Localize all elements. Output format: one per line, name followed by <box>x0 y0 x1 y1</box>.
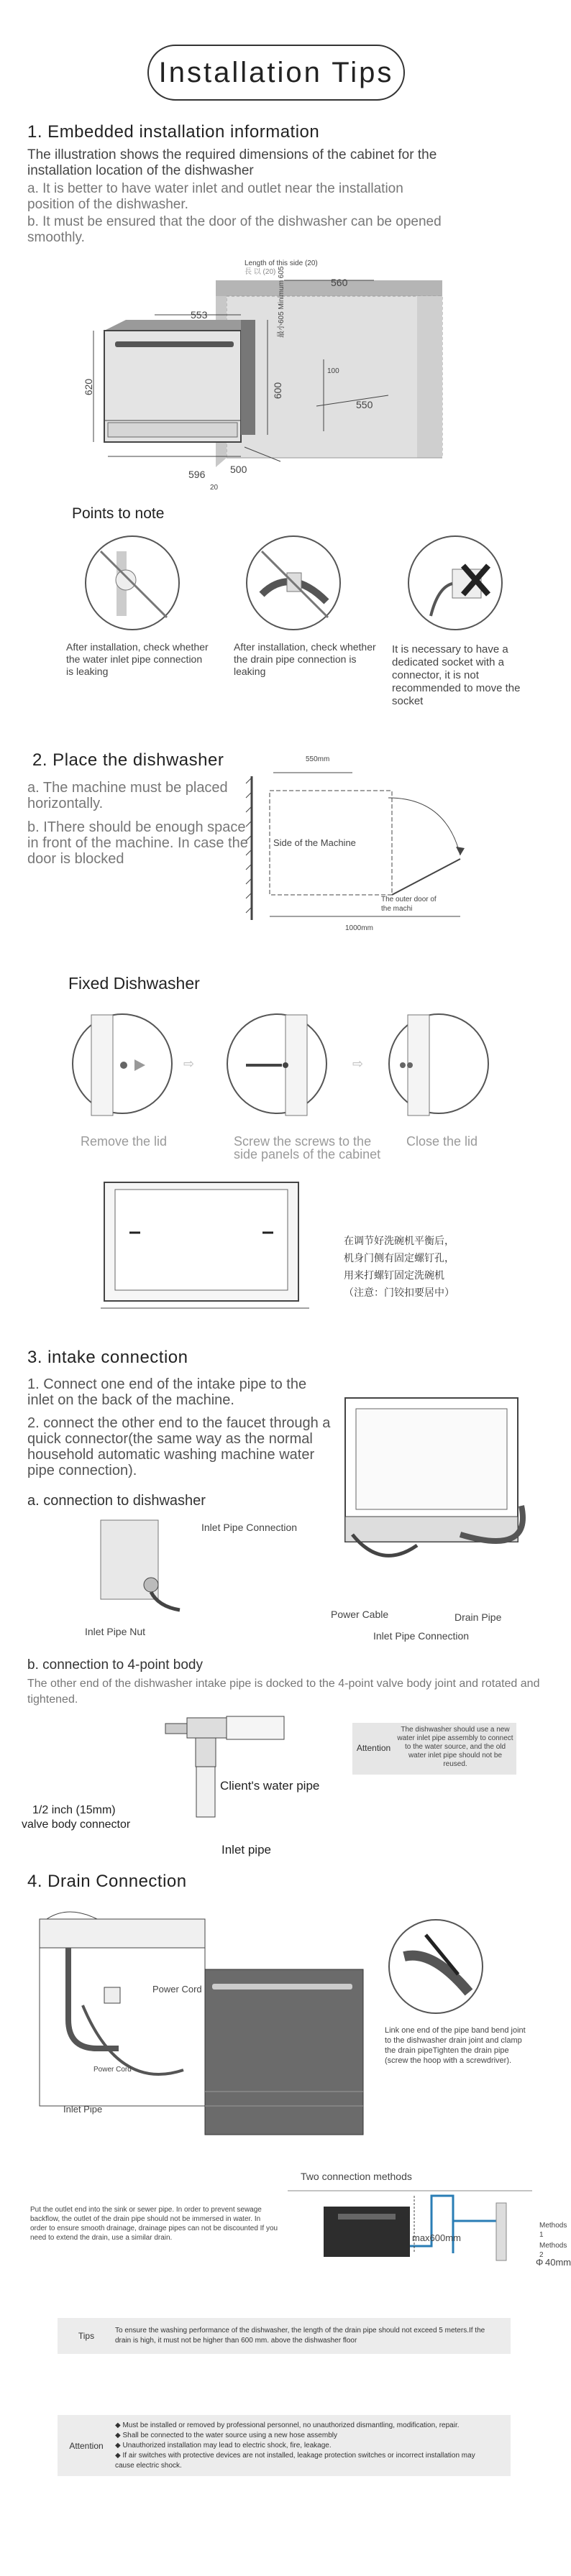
water-inlet-leak-illustration <box>85 535 180 630</box>
attention-label: Attention <box>356 1743 391 1753</box>
drain-pipe-leak-illustration <box>246 535 341 630</box>
tips-text: To ensure the washing performance of the dishwasher, the length of the drain pipe should not exceed 5 meters.If the drain is high, it must not be higher than 600 mm. above the dishwasher floor <box>115 2327 485 2345</box>
dim-length-sub: 長 以 (20) <box>245 268 276 276</box>
attention-text: The dishwasher should use a new water inlet pipe assembly to connect to the water source, and the old water inlet pipe should not be reused. <box>397 1726 513 1768</box>
screw-illustration <box>227 1013 327 1114</box>
diameter-symbol: Φ <box>536 2257 544 2268</box>
method-1-label: Methods 1 <box>539 2222 567 2239</box>
arrow-icon: ⇨ <box>183 1057 195 1071</box>
hose-clamp-illustration <box>388 1919 483 2014</box>
tips-box <box>58 2318 511 2354</box>
dim-length-label: Length of this side (20) <box>245 259 318 267</box>
section2-point-a: a. The machine must be placed horizontally. <box>27 780 228 811</box>
label-inlet-pipe-connection: Inlet Pipe Connection <box>201 1522 298 1533</box>
dim-20: 20 <box>210 484 219 492</box>
valve-body-diagram <box>144 1703 295 1833</box>
note-drain-leak: After installation, check whether the drain pipe connection is leaking <box>234 641 376 677</box>
inlet-connection-closeup <box>101 1520 187 1614</box>
label-clients-pipe: Client's water pipe <box>220 1779 320 1793</box>
label-drain-pipe: Drain Pipe <box>454 1611 502 1623</box>
section3-sub-b-text: The other end of the dishwasher intake pipe is docked to the 4-point valve body joint and rotated and tightened. <box>27 1678 540 1706</box>
tips-label: Tips <box>78 2331 95 2341</box>
dim-600: 600 <box>272 382 284 400</box>
dim-560: 560 <box>331 277 348 288</box>
section2-heading: 2. Place the dishwasher <box>32 750 224 770</box>
page-title: Installation Tips <box>147 45 405 101</box>
note-inlet-leak: After installation, check whether the water inlet pipe connection is leaking <box>66 641 209 677</box>
back-of-machine-diagram <box>338 1391 547 1585</box>
points-to-note-heading: Points to note <box>72 505 165 522</box>
attention-footer-label: Attention <box>69 2440 104 2451</box>
section3-heading: 3. intake connection <box>27 1348 188 1367</box>
drain-outlet-text: Put the outlet end into the sink or sewer pipe. In order to prevent sewage backflow, the outlet of the drain pipe should not be immersed in water. In order to ensure smooth drainage, drainage pipes can not be discounted If you need to extend the drain, use a similar drain. <box>30 2206 278 2242</box>
section1-heading: 1. Embedded installation information <box>27 122 320 142</box>
cn-note-line-4: （注意：门铰扣要居中） <box>344 1287 454 1299</box>
dim-550: 550 <box>356 399 373 410</box>
section3-point-2: 2. connect the other end to the faucet through a quick connector(the same way as the normal household automatic washing machine water pipe connection). <box>27 1415 331 1478</box>
label-inlet-pipe-connection-2: Inlet Pipe Connection <box>373 1630 470 1642</box>
diameter-label: 40mm <box>545 2257 571 2268</box>
drain-methods-diagram <box>288 2185 532 2264</box>
section3-sub-b: b. connection to 4-point body <box>27 1657 204 1673</box>
dim-100: 100 <box>327 367 339 375</box>
drain-installation-diagram <box>40 1905 385 2135</box>
dim-550mm: 550mm <box>306 755 330 763</box>
remove-lid-illustration <box>72 1013 173 1114</box>
dim-500: 500 <box>230 464 247 475</box>
fixed-dishwasher-heading: Fixed Dishwasher <box>68 974 200 993</box>
label-drain-inlet-pipe: Inlet Pipe <box>63 2104 103 2115</box>
close-lid-illustration <box>388 1013 489 1114</box>
note-socket: It is necessary to have a dedicated socket with a connector, it is not recommended to move the socket <box>392 643 521 707</box>
label-power-cord-2: Power Cord <box>93 2066 132 2074</box>
dim-553: 553 <box>191 309 208 321</box>
section2-point-b: b. IThere should be enough space in front of the machine. In case the door is blocked <box>27 819 248 867</box>
section1-point-a: a. It is better to have water inlet and outlet near the installation position of the dishwasher. <box>27 181 403 212</box>
section4-heading: 4. Drain Connection <box>27 1872 187 1891</box>
arrow-icon: ⇨ <box>352 1057 364 1071</box>
label-power-cable: Power Cable <box>331 1609 389 1620</box>
socket-illustration <box>408 535 503 630</box>
dim-1000mm: 1000mm <box>345 924 373 932</box>
cabinet-fixing-diagram <box>101 1179 316 1322</box>
step-remove-lid: Remove the lid <box>81 1134 168 1149</box>
section1-intro: The illustration shows the required dimensions of the cabinet for the installation location of the dishwasher <box>27 147 437 178</box>
dim-596: 596 <box>188 469 206 480</box>
attention-item: ◆ If air switches with protective devices are not installed, leakage protection switches or incorrect installation may cause electric shock. <box>115 2451 475 2470</box>
clamp-instruction-text: Link one end of the pipe band bend joint to the dishwasher drain joint and clamp the drain pipeTighten the drain pipe (screw the hoop with a screwdriver). <box>385 2026 526 2065</box>
section3-sub-a: a. connection to dishwasher <box>27 1493 206 1509</box>
label-valve-body: valve body connector <box>22 1818 131 1831</box>
step-screw-screws: Screw the screws to the side panels of the cabinet <box>234 1134 381 1162</box>
attention-box <box>352 1723 516 1775</box>
side-of-machine-label: Side of the Machine <box>273 837 356 848</box>
label-inlet-pipe: Inlet pipe <box>221 1843 271 1857</box>
label-half-inch: 1/2 inch (15mm) <box>32 1804 116 1816</box>
two-connection-methods-label: Two connection methods <box>301 2171 412 2182</box>
dim-620: 620 <box>83 378 95 396</box>
attention-item: ◆ Unauthorized installation may lead to electric shock, fire, leakage. <box>115 2441 332 2450</box>
dim-605: 最小605 Minimum 605 <box>278 266 286 338</box>
section3-point-1: 1. Connect one end of the intake pipe to the inlet on the back of the machine. <box>27 1376 307 1408</box>
section1-point-b: b. It must be ensured that the door of the dishwasher can be opened smoothly. <box>27 214 442 245</box>
outer-door-label: The outer door of the machi <box>381 896 437 913</box>
attention-item: ◆ Must be installed or removed by professional personnel, no unauthorized dismantling, modification, repair. <box>115 2421 460 2429</box>
cn-note-line-3: 用来打螺钉固定洗碗机 <box>344 1270 444 1282</box>
step-close-lid: Close the lid <box>406 1134 478 1149</box>
attention-footer-box <box>58 2415 511 2476</box>
label-inlet-pipe-nut: Inlet Pipe Nut <box>85 1626 146 1637</box>
cn-note-line-2: 机身门侧有固定螺钉孔， <box>344 1253 454 1264</box>
attention-item: ◆ Shall be connected to the water source using a new hose assembly <box>115 2431 337 2439</box>
method-2-label: Methods 2 <box>539 2242 567 2259</box>
label-power-cord: Power Cord <box>152 1984 202 1995</box>
cn-note-line-1: 在调节好洗碗机平衡后， <box>344 1236 454 1247</box>
max-height-label: max600mm <box>412 2232 461 2243</box>
